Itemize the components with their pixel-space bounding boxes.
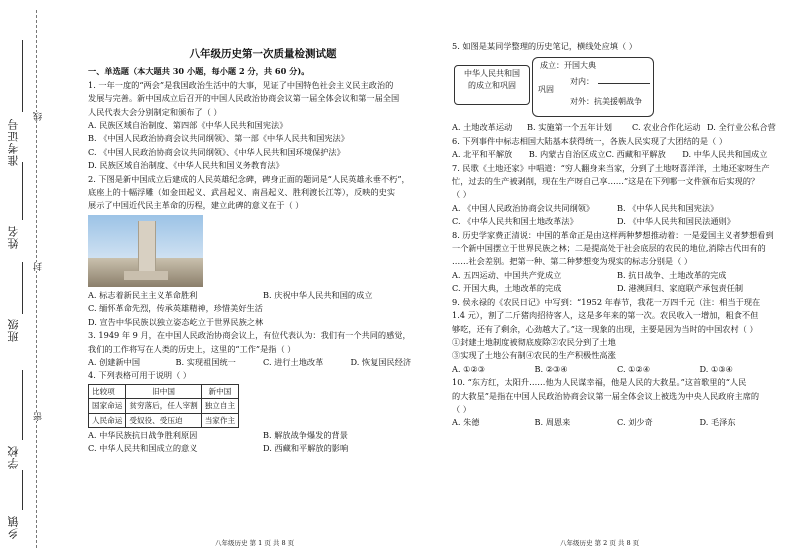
label-school: 学校 <box>7 445 20 469</box>
blank-township[interactable] <box>22 470 23 510</box>
table-cell: 独立自主 <box>201 399 238 413</box>
option[interactable]: A. 土地改革运动 <box>452 122 513 133</box>
table-cell: 贫穷落后，任人宰割 <box>126 399 201 413</box>
question-9 <box>452 296 782 376</box>
page-footer-left: 八年级历史 第 1 页 共 8 页 <box>215 539 295 547</box>
option[interactable]: C. 缅怀革命先烈，传承英雄精神，珍惜美好生活 <box>88 303 263 314</box>
question-text: 9. 侯永禄的《农民日记》中写到：“1952 年春节，我花一万四千元（注：相当于现在 <box>452 296 761 307</box>
option[interactable]: D. 中华人民共和国成立 <box>682 149 768 160</box>
option[interactable]: D. 宣告中华民族以独立姿态屹立于世界民族之林 <box>88 316 264 327</box>
option[interactable]: A. 《中国人民政治协商会议共同纲领》 <box>452 202 595 213</box>
option[interactable]: D. 港澳回归、家庭联产承包责任制 <box>617 283 744 294</box>
option[interactable]: D. 毛泽东 <box>699 417 736 428</box>
note-root-text: 的成立和巩固 <box>468 81 516 91</box>
question-text: 展示了中国近代民主革命的历程，建立此碑的意义在于（ ） <box>88 200 304 211</box>
label-township: 乡镇 <box>7 515 20 539</box>
table-cell: 国家命运 <box>89 399 126 413</box>
option[interactable]: B. 周恩来 <box>534 417 571 428</box>
page-footer-right: 八年级历史 第 2 页 共 8 页 <box>560 539 640 547</box>
question-text: 3. 1949 年 9 月，在中国人民政治协商会议上，有位代表认为：我们有一个共同的感觉， <box>88 330 411 341</box>
statement-list: ①封建土地制度被彻底废除②农民分到了土地 <box>452 336 616 347</box>
table-header: 新中国 <box>201 384 238 398</box>
question-text: 5. 如图是某同学整理的历史笔记，横线处应填（ ） <box>452 41 637 51</box>
option[interactable]: B. ②③④ <box>534 363 568 374</box>
page-1 <box>88 40 438 456</box>
question-text: 底座上的十幅浮雕（如金田起义、武昌起义、南昌起义、胜利渡长江等），反映的史实 <box>88 187 396 198</box>
note-blank[interactable] <box>598 83 650 84</box>
binding-margin <box>0 0 70 558</box>
blank-exam-number[interactable] <box>22 40 23 112</box>
history-note-diagram <box>452 57 782 117</box>
monument-shaft <box>138 221 156 273</box>
option[interactable]: C. 《中国人民政治协商会议共同纲领》、《中华人民共和国环境保护法》 <box>88 146 345 157</box>
question-text: 10. “东方红，太阳升……他为人民谋幸福，他是人民的大救星。”这首歌里的“人民 <box>452 377 747 388</box>
question-4 <box>88 369 438 455</box>
blank-class[interactable] <box>22 262 23 314</box>
question-1 <box>88 79 438 173</box>
question-text: 够吃，还有了剩余，心劲越大了。”这一现象的出现，主要是因为当时的中国农村（ ） <box>452 323 758 334</box>
question-text: （ ） <box>452 403 471 414</box>
option[interactable]: B. 庆祝中华人民共和国的成立 <box>263 289 373 300</box>
option[interactable]: A. 标志着新民主主义革命胜利 <box>88 289 198 300</box>
seal-word-line: 线 <box>34 112 44 121</box>
option[interactable]: D. 《中华人民共和国民法通则》 <box>617 216 735 227</box>
note-founding: 成立：开国大典 <box>540 61 596 71</box>
question-8 <box>452 229 782 296</box>
table-header: 旧中国 <box>126 384 201 398</box>
question-7 <box>452 162 782 229</box>
monument-base <box>124 271 168 280</box>
question-text: 的大救星”是指在中国人民政治协商会议第一届全体会议上被选为中央人民政府主席的 <box>452 390 760 401</box>
option[interactable]: B. 实现祖国统一 <box>175 356 236 367</box>
note-domestic: 对内： <box>570 77 594 87</box>
blank-school[interactable] <box>22 370 23 440</box>
question-text: 人民代表大会分别制定和颁布了（ ） <box>88 106 222 117</box>
question-text: 4. 下列表格可用于说明（ ） <box>88 370 192 381</box>
label-class: 班级 <box>7 318 20 342</box>
statement-list: ③实现了土地公有制④农民的生产积极性高涨 <box>452 350 616 361</box>
table-cell: 受奴役、受压迫 <box>126 413 201 427</box>
question-2 <box>88 173 438 329</box>
label-exam-number: 准考证号 <box>7 118 20 166</box>
question-text: 2. 下图是新中国成立后建成的人民英雄纪念碑，碑身正面的题词是“人民英雄永垂不朽”， <box>88 173 410 184</box>
question-text: 1. 一年一度的“两会”是我国政治生活中的大事，见证了中国特色社会主义民主政治的 <box>88 79 394 90</box>
note-consolidate: 巩固 <box>538 85 554 95</box>
option[interactable]: C. 《中华人民共和国土地改革法》 <box>452 216 578 227</box>
seal-dashed-line <box>36 10 37 548</box>
option[interactable]: C. 农业合作化运动 <box>632 122 701 133</box>
option[interactable]: D. 西藏和平解放的影响 <box>263 443 349 454</box>
comparison-table <box>88 384 239 428</box>
option[interactable]: B. 实施第一个五年计划 <box>527 122 612 133</box>
table-cell: 当家作主 <box>201 413 238 427</box>
monument-photo <box>88 215 203 287</box>
question-3 <box>88 329 438 369</box>
question-text: ……社会差别。把第一种、第二种梦想变为现实的标志分别是（ ） <box>452 256 693 267</box>
option[interactable]: D. ①③④ <box>699 363 733 374</box>
question-text: 1.4 元），割了二斤猪肉招待客人，这是多年来的第一次。农民收入一增加，粗食不但 <box>452 310 759 321</box>
question-text: 一个新中国摆立于世界民族之林；二是提高处于社会底层的农民的地位,消除古代田有的 <box>452 243 766 254</box>
table-header: 比较项 <box>89 384 126 398</box>
option[interactable]: B. 解放战争爆发的背景 <box>263 429 348 440</box>
question-10 <box>452 376 782 430</box>
option[interactable]: C. 中华人民共和国成立的意义 <box>88 443 198 454</box>
page-2 <box>452 40 782 430</box>
note-root-box <box>454 65 530 105</box>
option[interactable]: A. 五四运动、中国共产党成立 <box>452 269 562 280</box>
option[interactable]: C. 刘少奇 <box>617 417 653 428</box>
section-heading: 一、单选题（本大题共 30 小题，每小题 2 分，共 60 分)。 <box>88 66 310 77</box>
option[interactable]: B. 内蒙古自治区成立 <box>528 149 606 160</box>
question-5 <box>452 40 782 135</box>
question-6 <box>452 135 782 162</box>
label-name: 姓名 <box>7 225 20 249</box>
blank-name[interactable] <box>22 162 23 220</box>
option[interactable]: A. 朱德 <box>452 417 480 428</box>
question-text: 7. 民歌《土地还家》中唱道：“穷人翻身来当家，分到了土地呀喜洋洋，土地还家呀生产 <box>452 162 770 173</box>
question-text: 忙，过去的生产被剥削，现在生产呀自己享……”这是在下列哪一文件颁布后实现的？ <box>452 176 760 187</box>
option[interactable]: A. ①②③ <box>452 363 486 374</box>
question-text: 6. 下列事件中标志相国大陆基本获得统一，各族人民实现了大团结的是（ ） <box>452 135 728 146</box>
option[interactable]: C. 进行土地改革 <box>263 356 324 367</box>
option[interactable]: B. 抗日战争、土地改革的完成 <box>617 269 727 280</box>
option[interactable]: C. 开国大典，土地改革的完成 <box>452 283 562 294</box>
option[interactable]: A. 创建新中国 <box>88 356 141 367</box>
note-foreign: 对外：抗美援朝战争 <box>570 97 642 107</box>
option[interactable]: A. 中华民族抗日战争胜利原因 <box>88 429 198 440</box>
option[interactable]: B. 《中华人民共和国宪法》 <box>617 202 719 213</box>
option[interactable]: A. 民族区域自治制度、第四部《中华人民共和国宪法》 <box>88 120 288 131</box>
note-root-text: 中华人民共和国 <box>464 69 520 79</box>
option[interactable]: A. 北平和平解放 <box>452 149 513 160</box>
option[interactable]: B. 《中国人民政治协商会议共同纲领》、第一部《中华人民共和国宪法》 <box>88 133 349 144</box>
seal-word-secret: 密 <box>34 412 44 421</box>
question-text: （ ） <box>452 189 471 200</box>
option[interactable]: D. 恢复国民经济 <box>350 356 412 367</box>
exam-title: 八年级历史第一次质量检测试题 <box>189 48 337 60</box>
option[interactable]: C. ①②④ <box>617 363 651 374</box>
option[interactable]: D. 民族区域自治制度、《中华人民共和国义务教育法》 <box>88 160 284 171</box>
option[interactable]: C. 西藏和平解放 <box>605 149 666 160</box>
seal-word-seal: 封 <box>34 262 44 271</box>
table-cell: 人民命运 <box>89 413 126 427</box>
question-text: 8. 历史学家费正清说：中国的革命正是由这样两种梦想推动着：一是爱国主义者梦想看到 <box>452 229 774 240</box>
question-text: 发展与完善。新中国成立后召开的中国人民政治协商会议第一届全体会议和第一届全国 <box>88 93 400 104</box>
question-text: 我们的工作将写在人类的历史上，这里的“工作”是指（ ） <box>88 343 296 354</box>
option[interactable]: D. 全行业公私合营 <box>707 122 776 133</box>
